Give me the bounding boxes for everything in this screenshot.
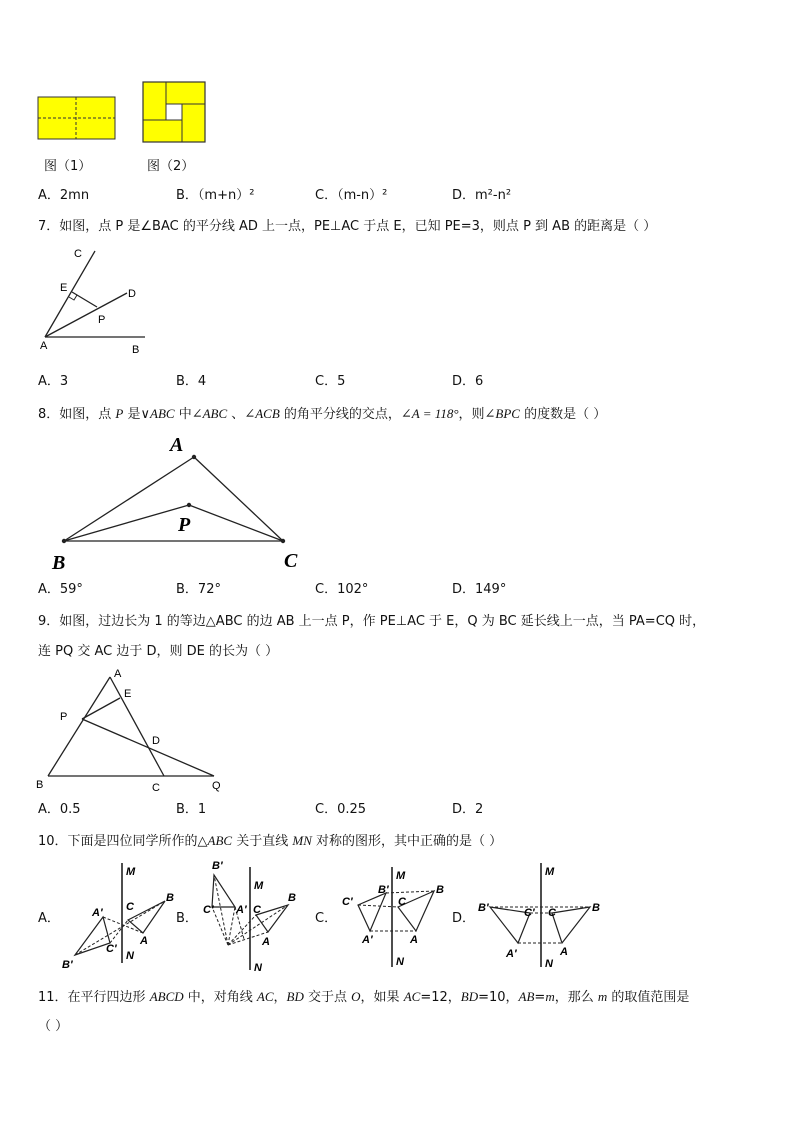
q10-option-d[interactable]: D． (452, 911, 476, 926)
q10-option-b[interactable]: B． (176, 911, 198, 926)
q10a-label-a1: A′ (92, 907, 103, 919)
q10b-label-c: C (253, 904, 261, 916)
q10-option-c[interactable]: C． (315, 911, 338, 926)
q10d-label-c: C (548, 907, 556, 919)
q10d-label-n: N (545, 958, 553, 970)
q8-option-b[interactable]: B．72° (176, 582, 221, 597)
q10-figure-a (62, 863, 174, 971)
q7-label-b: B (132, 344, 140, 356)
q8-question-text: 8．如图，点 P 是∨ABC 中∠ABC 、∠ACB 的角平分线的交点，∠A = 118°，则∠BPC 的度数是（ ） (38, 406, 607, 422)
q10-question-text: 10．下面是四位同学所作的△ABC 关于直线 MN 对称的图形，其中正确的是（ ） (38, 833, 503, 849)
q10d-label-m: M (545, 866, 555, 878)
q8-label-b: B (52, 552, 66, 574)
q6-option-d[interactable]: D．m²-n² (452, 188, 512, 203)
q6-fig2-caption: 图（2） (147, 159, 195, 174)
q10-figures (0, 855, 794, 980)
q10c-label-n: N (396, 956, 404, 968)
q9-label-q: Q (212, 780, 221, 792)
q9-question-line-2: 连 PQ 交 AC 边于 D，则 DE 的长为（ ） (38, 644, 279, 659)
q9-option-b[interactable]: B．1 (176, 802, 207, 817)
q8-option-a[interactable]: A．59° (38, 582, 83, 597)
q11-question-text: 11．在平行四边形 ABCD 中，对角线 AC，BD 交于点 O，如果 AC=12，BD=10，AB=m，那么 m 的取值范围是 (38, 989, 690, 1005)
q10b-label-b1: B′ (212, 860, 223, 872)
q10a-label-c1: C′ (106, 943, 117, 955)
q10b-label-a1: A′ (236, 904, 247, 916)
q7-figure (0, 240, 200, 360)
q10d-label-b: B (592, 902, 600, 914)
q9-label-c: C (152, 782, 160, 794)
q7-label-e: E (60, 282, 68, 294)
q9-label-p: P (60, 711, 68, 723)
q10a-label-a: A (140, 935, 148, 947)
q7-question-text: 7．如图，点 P 是∠BAC 的平分线 AD 上一点，PE⊥AC 于点 E，已知 PE=3，则点 P 到 AB 的距离是（ ） (38, 219, 657, 234)
q10b-label-a: A (262, 936, 270, 948)
q10c-label-b: B (436, 884, 444, 896)
q10-figure-b (203, 860, 296, 974)
q10a-label-c: C (126, 901, 134, 913)
q10-option-a[interactable]: A． (38, 911, 60, 926)
q6-option-a[interactable]: A．2mn (38, 188, 90, 203)
q7-option-b[interactable]: B．4 (176, 374, 207, 389)
q9-option-d[interactable]: D．2 (452, 802, 484, 817)
q9-label-e: E (124, 688, 132, 700)
q7-label-p: P (98, 314, 106, 326)
q6-figure-2 (143, 82, 205, 142)
q10d-label-c1: C′ (524, 907, 535, 919)
q6-option-b[interactable]: B．（m+n）² (176, 188, 255, 203)
q10a-label-n: N (126, 950, 134, 962)
q7-option-d[interactable]: D．6 (452, 374, 484, 389)
q10a-label-b: B (166, 892, 174, 904)
q6-fig1-caption: 图（1） (44, 159, 92, 174)
q10c-label-a1: A′ (362, 934, 373, 946)
q7-label-c: C (74, 248, 82, 260)
q11-answer-bracket: （ ） (38, 1019, 69, 1034)
q10c-label-c: C (398, 896, 406, 908)
q9-option-a[interactable]: A．0.5 (38, 802, 81, 817)
q10-figure-c (342, 867, 444, 968)
q7-label-d: D (128, 288, 136, 300)
q10b-label-n: N (254, 962, 262, 974)
q7-label-a: A (40, 340, 48, 352)
q10b-label-b: B (288, 892, 296, 904)
q9-question-line-1: 9．如图，过边长为 1 的等边△ABC 的边 AB 上一点 P，作 PE⊥AC 于 E，Q 为 BC 延长线上一点，当 PA=CQ 时， (38, 614, 706, 629)
q8-label-p: P (178, 514, 191, 536)
q7-option-a[interactable]: A．3 (38, 374, 69, 389)
q10a-label-b1: B′ (62, 959, 73, 971)
q8-label-c: C (284, 550, 298, 572)
q10c-label-b1: B′ (378, 884, 389, 896)
q6-option-c[interactable]: C．（m-n）² (315, 188, 388, 203)
q6-figures (0, 0, 794, 190)
q9-option-c[interactable]: C．0.25 (315, 802, 367, 817)
q7-option-c[interactable]: C．5 (315, 374, 346, 389)
q8-option-c[interactable]: C．102° (315, 582, 369, 597)
q6-figure-1 (38, 97, 115, 139)
q10a-label-m: M (126, 866, 136, 878)
q10c-label-m: M (396, 870, 406, 882)
q9-figure (0, 665, 240, 800)
q9-label-b: B (36, 779, 44, 791)
q10d-label-a1: A′ (506, 948, 517, 960)
q10b-label-c1: C′ (203, 904, 214, 916)
q10b-label-m: M (254, 880, 264, 892)
q9-label-a: A (114, 668, 122, 680)
q10d-label-a: A (560, 946, 568, 958)
q10c-label-a: A (410, 934, 418, 946)
q8-figure (0, 425, 340, 580)
q8-option-d[interactable]: D．149° (452, 582, 507, 597)
q9-label-d: D (152, 735, 160, 747)
q10c-label-c1: C′ (342, 896, 353, 908)
q10d-label-b1: B′ (478, 902, 489, 914)
q10-figure-d (478, 863, 600, 970)
q8-label-a: A (170, 434, 184, 456)
